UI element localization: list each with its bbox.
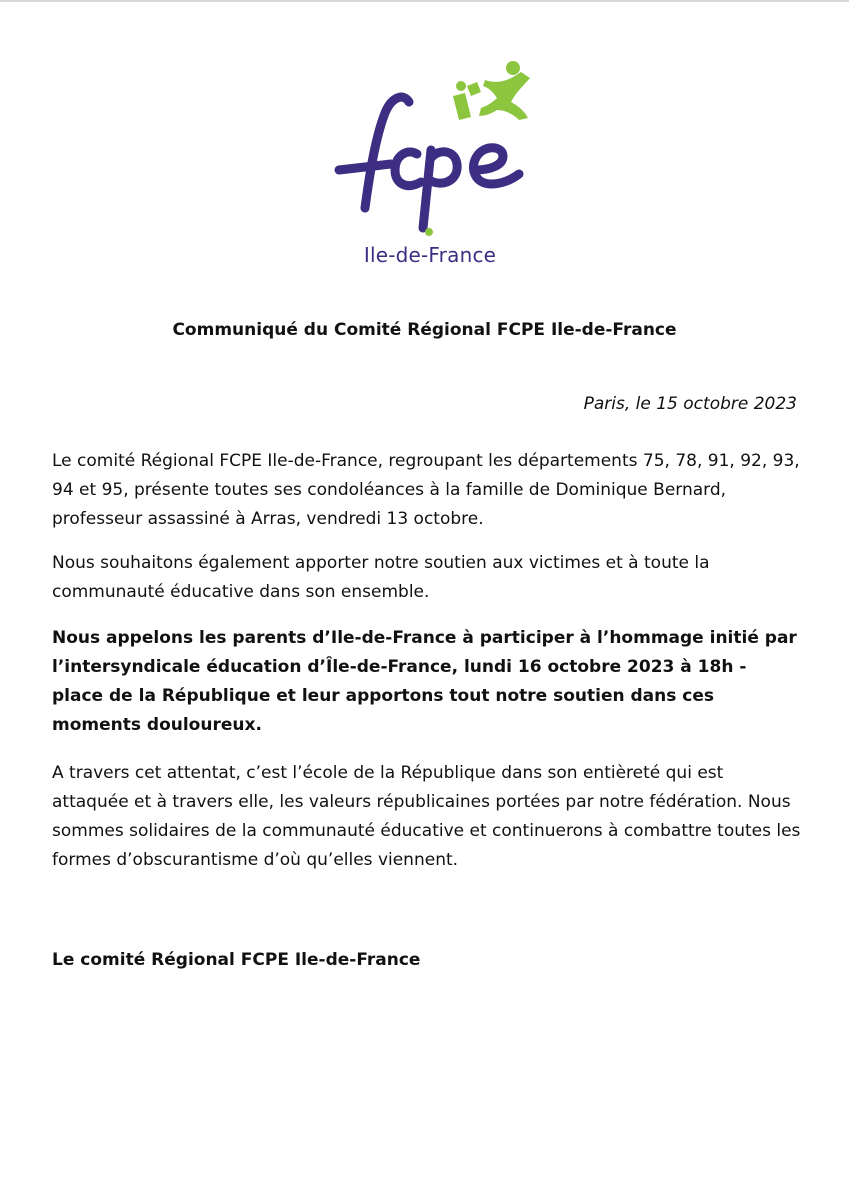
paragraph-condolences: Le comité Régional FCPE Ile-de-France, regroupant les départements 75, 78, 91, 92, 93, 94 et 95, présente toutes ses condoléances à la famille de Dominique Bernard, professeur assassiné à Arras, vendredi 13 octobre. [52,451,800,529]
paragraph-call-to-action: Nous appelons les parents d’Ile-de-France à participer à l’hommage initié par l’intersyndicale éducation d’Île-de-France, lundi 16 octobre 2023 à 18h - place de la République et leur apportons tout notre soutien dans ces moments douloureux. [52,628,797,735]
paragraph-support: Nous souhaitons également apporter notre soutien aux victimes et à toute la communauté éducative dans son ensemble. [52,553,710,602]
logo-region-label: Ile-de-France [363,243,497,267]
fcpe-logo-graphic [325,58,540,238]
green-dot-icon [425,228,433,236]
paragraph-values: A travers cet attentat, c’est l’école de la République dans son entièreté qui est attaquée et à travers elle, les valeurs républicaines portées par notre fédération. Nous sommes solidaires de la communauté éducative et continuerons à combattre toutes les formes d’obscurantisme d’où qu’elles viennent. [52,763,801,870]
signature: Le comité Régional FCPE Ile-de-France [52,950,421,970]
page-title: Communiqué du Comité Régional FCPE Ile-de-France [172,320,677,340]
top-border [0,0,849,2]
green-figures-icon [453,61,530,120]
fcpe-letters-icon [339,97,519,228]
fcpe-logo [325,58,540,273]
document-date: Paris, le 15 octobre 2023 [583,394,797,414]
